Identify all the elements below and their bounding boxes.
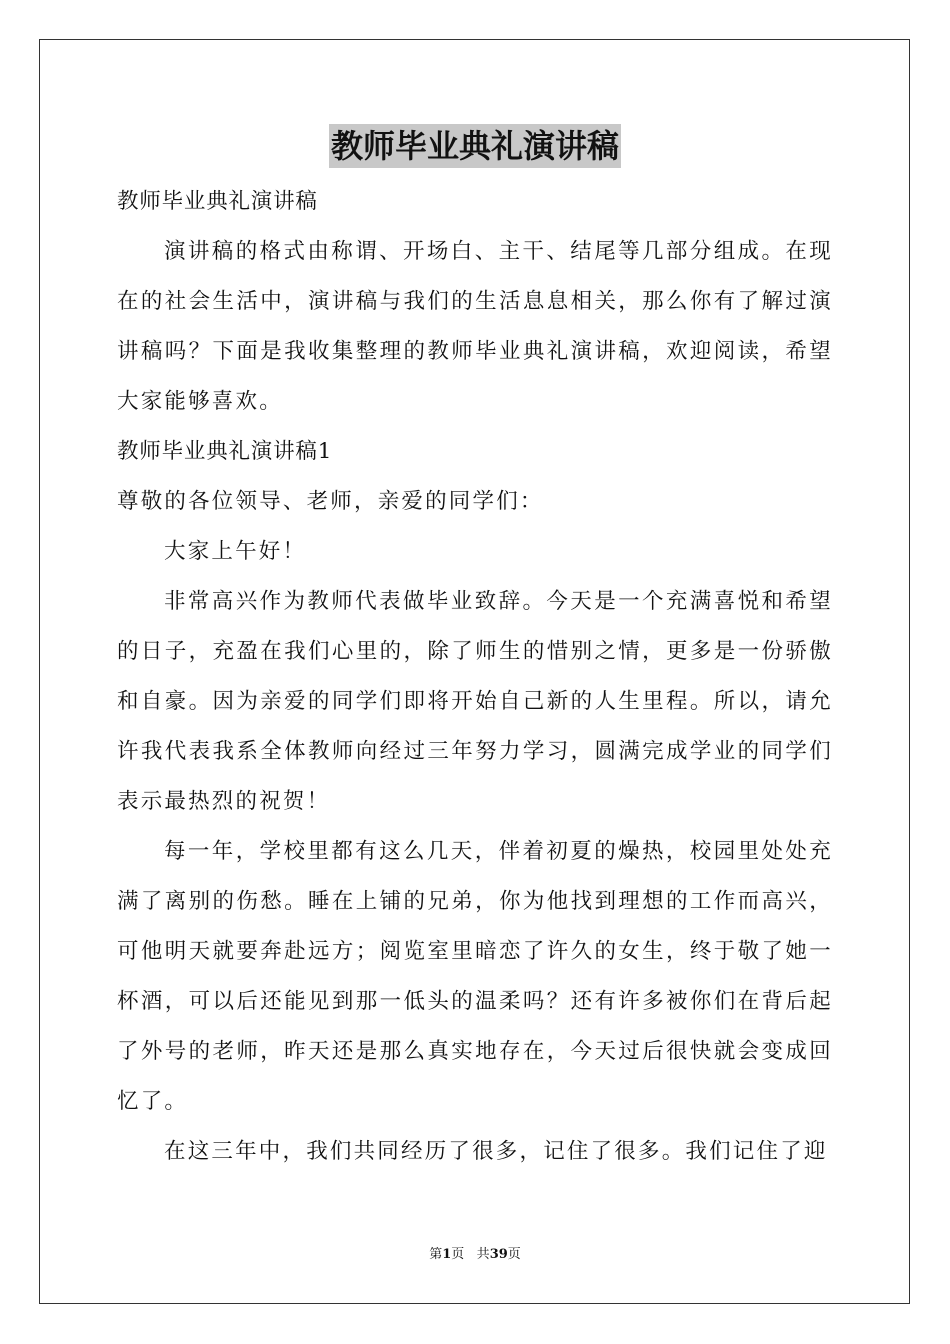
footer-total-suffix: 页 <box>507 1247 521 1262</box>
footer-page-suffix: 页 <box>451 1247 465 1262</box>
body-paragraph-2: 每一年，学校里都有这么几天，伴着初夏的燥热，校园里处处充满了离别的伤愁。睡在上铺的兄弟，你为他找到理想的工作而高兴，可他明天就要奔赴远方；阅览室里暗恋了许久的女生，终于敬了她一杯酒，可以后还能见到那一低头的温柔吗？还有许多被你们在背后起了外号的老师，昨天还是那么真实地存在，今天过后很快就会变成回忆了。 <box>117 839 833 1114</box>
greeting: 大家上午好！ <box>164 539 307 564</box>
document-title <box>0 124 950 168</box>
body-paragraph-1: 非常高兴作为教师代表做毕业致辞。今天是一个充满喜悦和希望的日子，充盈在我们心里的，除了师生的惜别之情，更多是一份骄傲和自豪。因为亲爱的同学们即将开始自己新的人生里程。所以，请允许我代表我系全体教师向经过三年努力学习，圆满完成学业的同学们表示最热烈的祝贺！ <box>117 589 833 814</box>
document-title-text: 教师毕业典礼演讲稿 <box>329 124 621 168</box>
footer-current-page: 1 <box>442 1247 452 1262</box>
page-footer <box>0 1246 950 1264</box>
footer-total-prefix: 共 <box>476 1247 490 1262</box>
intro-heading: 教师毕业典礼演讲稿 <box>117 189 318 214</box>
footer-prefix: 第 <box>429 1247 443 1262</box>
section-heading-1: 教师毕业典礼演讲稿1 <box>117 439 333 464</box>
footer-total-pages: 39 <box>489 1247 508 1262</box>
body-paragraph-3: 在这三年中，我们共同经历了很多，记住了很多。我们记住了迎 <box>164 1139 828 1164</box>
document-body <box>117 177 833 1177</box>
salutation: 尊敬的各位领导、老师，亲爱的同学们： <box>117 489 544 514</box>
intro-paragraph: 演讲稿的格式由称谓、开场白、主干、结尾等几部分组成。在现在的社会生活中，演讲稿与我们的生活息息相关，那么你有了解过演讲稿吗？下面是我收集整理的教师毕业典礼演讲稿，欢迎阅读，希望大家能够喜欢。 <box>117 239 833 414</box>
